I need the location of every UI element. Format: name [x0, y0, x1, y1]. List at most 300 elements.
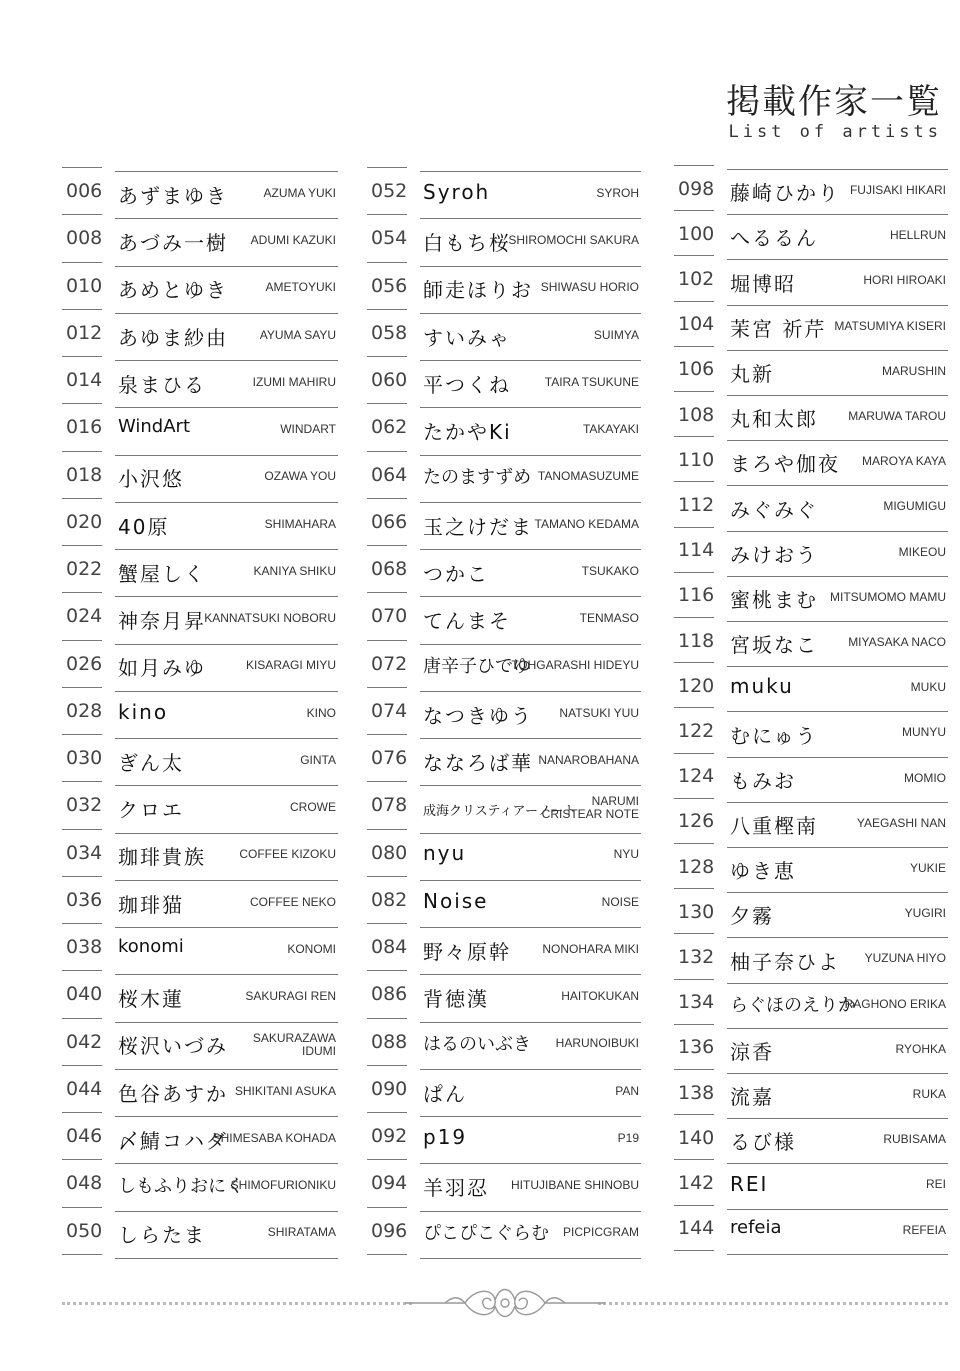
list-item — [367, 451, 641, 498]
artist-romaji: SHIMOFURIONIKU — [230, 1178, 336, 1193]
page-number: 096 — [371, 1219, 408, 1242]
list-item — [62, 1159, 338, 1206]
divider — [62, 309, 102, 310]
artist-name: 泉まひる — [118, 372, 206, 397]
page-number: 036 — [66, 888, 103, 911]
page-number: 122 — [678, 720, 715, 743]
divider — [367, 1018, 407, 1019]
divider — [727, 1073, 948, 1074]
list-item — [674, 707, 948, 752]
list-item — [62, 498, 338, 545]
list-item — [367, 498, 641, 545]
divider — [674, 436, 714, 437]
page-number: 128 — [678, 855, 715, 878]
artist-romaji: ADUMI KAZUKI — [250, 233, 336, 248]
artist-romaji: RUKA — [912, 1086, 946, 1101]
divider — [727, 1254, 948, 1255]
divider — [62, 829, 102, 830]
list-item — [674, 979, 948, 1024]
page-number: 072 — [371, 652, 408, 675]
artist-name: 堀博昭 — [730, 271, 796, 296]
divider — [420, 738, 641, 739]
artist-name: クロエ — [118, 798, 184, 822]
page-number: 024 — [66, 605, 103, 628]
artist-name: REI — [730, 1171, 769, 1196]
artist-romaji: PAN — [615, 1083, 639, 1098]
divider — [674, 255, 714, 256]
page-header — [726, 80, 942, 142]
artist-romaji: YUZUNA HIYO — [864, 951, 946, 966]
artist-name: 〆鯖コハダ — [118, 1128, 228, 1153]
divider — [62, 167, 102, 168]
artist-romaji: FUJISAKI HIKARI — [849, 182, 946, 197]
divider — [115, 455, 338, 456]
list-item — [62, 1018, 338, 1065]
divider — [62, 356, 102, 357]
list-item — [674, 843, 948, 888]
divider — [727, 1163, 948, 1164]
dotted-divider-right — [598, 1302, 948, 1305]
page-subtitle: List of artists — [728, 122, 942, 142]
artist-name: 八重樫南 — [730, 814, 818, 838]
artist-romaji: PICPICGRAM — [562, 1225, 639, 1240]
page-number: 064 — [371, 463, 408, 486]
list-item — [674, 527, 948, 572]
artist-name: 涼香 — [730, 1040, 774, 1064]
artist-romaji: TAMANO KEDAMA — [534, 516, 639, 531]
divider — [367, 970, 407, 971]
divider — [115, 360, 338, 361]
artist-romaji: YUKIE — [909, 860, 946, 875]
divider — [674, 572, 714, 573]
artist-romaji: SHIROMOCHI SAKURA — [508, 233, 639, 248]
divider — [420, 502, 641, 503]
artist-name: 茉宮 祈芹 — [730, 316, 827, 341]
list-item — [367, 1112, 641, 1159]
list-item — [674, 301, 948, 346]
page-number: 134 — [678, 991, 715, 1014]
artist-romaji: SHIWASU HORIO — [540, 280, 639, 295]
divider — [62, 970, 102, 971]
page-number: 016 — [66, 416, 103, 439]
divider — [62, 734, 102, 735]
divider — [62, 262, 102, 263]
divider — [674, 1024, 714, 1025]
artist-romaji: MARUWA TAROU — [848, 408, 946, 423]
divider — [367, 923, 407, 924]
artist-name: 平つくね — [423, 372, 511, 397]
artist-name: みけおう — [730, 542, 818, 567]
list-item — [674, 436, 948, 481]
list-item — [674, 255, 948, 300]
artist-romaji: MUNYU — [902, 725, 946, 740]
artist-name: 如月みゆ — [118, 656, 206, 681]
divider — [115, 1258, 338, 1259]
page-number: 094 — [371, 1172, 408, 1195]
list-item — [62, 356, 338, 403]
page-number: 028 — [66, 699, 103, 722]
divider — [674, 1069, 714, 1070]
list-item — [367, 1159, 641, 1206]
list-item — [367, 262, 641, 309]
artist-name: まろや伽夜 — [730, 452, 840, 477]
divider — [62, 1065, 102, 1066]
divider — [115, 1022, 338, 1023]
divider — [727, 576, 948, 577]
artist-name: nyu — [423, 841, 467, 866]
divider — [115, 833, 338, 834]
artist-romaji: MOMIO — [904, 770, 946, 785]
artist-name: ぎん太 — [118, 750, 184, 775]
page-number: 144 — [678, 1217, 715, 1240]
divider — [62, 1207, 102, 1208]
artist-name: すいみゃ — [423, 325, 511, 350]
artist-name: 藤崎ひかり — [730, 181, 840, 206]
list-item — [367, 687, 641, 734]
artist-name: 色谷あすか — [118, 1081, 228, 1106]
artist-name: あづみ一樹 — [118, 231, 228, 255]
divider — [115, 644, 338, 645]
divider — [420, 455, 641, 456]
divider — [727, 485, 948, 486]
divider — [62, 1018, 102, 1019]
artist-name: 丸新 — [730, 362, 774, 386]
artist-name: へるるん — [730, 226, 818, 251]
divider — [115, 785, 338, 786]
page-number: 132 — [678, 946, 715, 969]
divider — [420, 927, 641, 928]
artist-romaji: KANNATSUKI NOBORU — [204, 611, 336, 626]
divider — [674, 1159, 714, 1160]
divider — [420, 1022, 641, 1023]
divider — [674, 843, 714, 844]
page-number: 102 — [678, 268, 715, 291]
list-item — [62, 640, 338, 687]
divider — [674, 707, 714, 708]
artist-name: refeia — [730, 1216, 782, 1238]
list-item — [674, 210, 948, 255]
artist-name: 小沢悠 — [118, 467, 184, 492]
list-item — [674, 662, 948, 707]
list-item — [367, 970, 641, 1017]
artist-romaji: SAKURAZAWA IDUMI — [252, 1030, 336, 1058]
list-item — [367, 923, 641, 970]
page-number: 092 — [371, 1125, 408, 1148]
artist-name: 珈琲猫 — [118, 892, 184, 917]
divider — [367, 1159, 407, 1160]
divider — [115, 927, 338, 928]
list-item — [62, 876, 338, 923]
divider — [674, 798, 714, 799]
artist-romaji: RYOHKA — [895, 1041, 946, 1056]
page-number: 062 — [371, 416, 408, 439]
artist-name: らぐほのえりか — [730, 994, 856, 1016]
list-item — [674, 572, 948, 617]
list-item — [62, 687, 338, 734]
artist-romaji: HARUNOIBUKI — [555, 1036, 639, 1051]
artist-name: たかやKi — [423, 420, 512, 444]
artist-romaji: TANOMASUZUME — [537, 469, 639, 484]
divider — [727, 937, 948, 938]
divider — [115, 171, 338, 172]
list-item — [674, 1159, 948, 1204]
list-item — [62, 592, 338, 639]
page-number: 056 — [371, 274, 408, 297]
divider — [420, 833, 641, 834]
list-item — [62, 214, 338, 261]
list-item — [62, 545, 338, 592]
page-number: 058 — [371, 321, 408, 344]
divider — [367, 262, 407, 263]
divider — [420, 218, 641, 219]
artist-romaji: RUBISAMA — [883, 1132, 946, 1147]
artist-name: 師走ほりお — [423, 278, 533, 303]
artist-romaji: SYROH — [596, 185, 639, 200]
divider — [420, 171, 641, 172]
divider — [727, 1209, 948, 1210]
artist-name: みぐみぐ — [730, 497, 818, 522]
page-number: 070 — [371, 605, 408, 628]
artist-romaji: AZUMA YUKI — [263, 185, 336, 200]
list-item — [674, 1024, 948, 1069]
divider — [367, 403, 407, 404]
artist-romaji: YUGIRI — [904, 906, 946, 921]
artist-romaji: SUIMYA — [593, 327, 639, 342]
artist-romaji: TOHGARASHI HIDEYU — [511, 658, 639, 673]
divider — [367, 829, 407, 830]
artist-name: ぴこぴこぐらむ — [423, 1223, 549, 1245]
artist-romaji: TAIRA TSUKUNE — [544, 374, 639, 389]
page-number: 124 — [678, 765, 715, 788]
divider — [115, 596, 338, 597]
divider — [367, 545, 407, 546]
divider — [367, 498, 407, 499]
divider — [62, 451, 102, 452]
artist-romaji: NYU — [613, 847, 639, 862]
list-item — [367, 167, 641, 214]
page-number: 014 — [66, 369, 103, 392]
artist-romaji: HELLRUN — [889, 228, 946, 243]
artist-name: しもふりおにく — [118, 1176, 244, 1197]
divider — [674, 301, 714, 302]
divider — [674, 481, 714, 482]
artist-romaji: SHIMESABA KOHADA — [212, 1130, 336, 1145]
page-number: 112 — [678, 494, 715, 517]
list-item — [62, 923, 338, 970]
divider — [62, 1159, 102, 1160]
list-item — [367, 214, 641, 261]
divider — [420, 1258, 641, 1259]
page-number: 054 — [371, 227, 408, 250]
divider — [420, 1163, 641, 1164]
artist-name: 成海クリスティアーノート — [423, 804, 577, 820]
divider — [62, 214, 102, 215]
artist-romaji: AYUMA SAYU — [259, 327, 336, 342]
artist-romaji: SHIKITANI ASUKA — [234, 1083, 336, 1098]
artist-name: 丸和太郎 — [730, 407, 818, 432]
divider — [674, 617, 714, 618]
list-item — [367, 1018, 641, 1065]
divider — [115, 407, 338, 408]
artist-romaji: MIKEOU — [898, 544, 946, 559]
list-item — [674, 753, 948, 798]
divider — [727, 892, 948, 893]
artist-romaji: IZUMI MAHIRU — [252, 374, 336, 389]
list-item — [367, 592, 641, 639]
artist-romaji: MITSUMOMO MAMU — [830, 589, 946, 604]
artist-romaji: HORI HIROAKI — [863, 273, 946, 288]
list-item — [674, 1114, 948, 1159]
page-number: 090 — [371, 1077, 408, 1100]
divider — [727, 757, 948, 758]
artist-name: つかこ — [423, 561, 489, 586]
artist-name: なつきゆう — [423, 703, 533, 728]
divider — [367, 451, 407, 452]
divider — [367, 356, 407, 357]
artist-name: 羊羽忍 — [423, 1176, 489, 1200]
artist-romaji: COFFEE NEKO — [249, 894, 336, 909]
artist-name: ぱん — [423, 1081, 467, 1106]
divider — [674, 165, 714, 166]
page-number: 136 — [678, 1036, 715, 1059]
divider — [115, 502, 338, 503]
list-item — [62, 1065, 338, 1112]
page-number: 044 — [66, 1077, 103, 1100]
divider — [420, 644, 641, 645]
artist-name: はるのいぶき — [423, 1034, 531, 1056]
divider — [367, 214, 407, 215]
page-number: 046 — [66, 1125, 103, 1148]
page-number: 084 — [371, 936, 408, 959]
divider — [367, 1065, 407, 1066]
divider — [420, 266, 641, 267]
page-number: 140 — [678, 1126, 715, 1149]
flourish-ornament-icon — [405, 1278, 605, 1328]
list-item — [367, 640, 641, 687]
page-number: 106 — [678, 358, 715, 381]
divider — [367, 876, 407, 877]
artist-name: 桜沢いづみ — [118, 1034, 228, 1059]
page-number: 008 — [66, 227, 103, 250]
page-number: 082 — [371, 888, 408, 911]
divider — [62, 640, 102, 641]
page-number: 042 — [66, 1030, 103, 1053]
divider — [420, 1069, 641, 1070]
page-number: 110 — [678, 448, 715, 471]
page-number: 040 — [66, 983, 103, 1006]
divider — [115, 218, 338, 219]
page-number: 074 — [371, 699, 408, 722]
artist-romaji: RAGHONO ERIKA — [844, 996, 946, 1011]
divider — [674, 391, 714, 392]
divider — [727, 395, 948, 396]
list-item — [62, 829, 338, 876]
divider — [674, 662, 714, 663]
artist-romaji: SAKURAGI REN — [245, 989, 336, 1004]
artist-romaji: CROWE — [290, 800, 336, 815]
divider — [115, 266, 338, 267]
divider — [727, 621, 948, 622]
divider — [62, 545, 102, 546]
divider — [420, 549, 641, 550]
artist-romaji: WINDART — [280, 422, 336, 437]
list-item — [62, 1112, 338, 1159]
list-item — [62, 970, 338, 1017]
list-item — [367, 356, 641, 403]
artist-romaji: NARUMI CRISTEAR NOTE — [541, 794, 639, 822]
artist-romaji: KONOMI — [287, 941, 336, 956]
artist-name: 流嘉 — [730, 1085, 774, 1110]
artist-name: ななろば華 — [423, 750, 533, 775]
artist-name: 桜木蓮 — [118, 987, 184, 1011]
divider — [420, 691, 641, 692]
artist-name: 神奈月昇 — [118, 609, 206, 633]
divider — [674, 888, 714, 889]
page-number: 030 — [66, 747, 103, 770]
divider — [62, 498, 102, 499]
page-number: 018 — [66, 463, 103, 486]
list-item — [367, 1065, 641, 1112]
page-number: 120 — [678, 674, 715, 697]
divider — [420, 974, 641, 975]
divider — [727, 259, 948, 260]
divider — [727, 802, 948, 803]
page-number: 012 — [66, 321, 103, 344]
divider — [674, 1205, 714, 1206]
page-number: 038 — [66, 936, 103, 959]
page-number: 060 — [371, 369, 408, 392]
page-number: 088 — [371, 1030, 408, 1053]
divider — [420, 785, 641, 786]
divider — [115, 313, 338, 314]
list-item — [62, 262, 338, 309]
page-number: 086 — [371, 983, 408, 1006]
footer-ornament — [62, 1278, 948, 1328]
divider — [674, 979, 714, 980]
list-item — [62, 167, 338, 214]
artist-romaji: KISARAGI MIYU — [245, 658, 336, 673]
artist-name: たのますずめ — [423, 467, 532, 489]
artist-romaji: MIYASAKA NACO — [848, 634, 946, 649]
artist-romaji: KANIYA SHIKU — [253, 563, 336, 578]
page-number: 108 — [678, 403, 715, 426]
list-item — [367, 734, 641, 781]
divider — [420, 407, 641, 408]
artist-romaji: HAITOKUKAN — [561, 989, 639, 1004]
list-item — [674, 1205, 948, 1250]
list-item — [674, 1069, 948, 1114]
divider — [62, 592, 102, 593]
divider — [420, 880, 641, 881]
page-number: 034 — [66, 841, 103, 864]
divider — [115, 1211, 338, 1212]
artist-name: konomi — [118, 935, 184, 957]
artist-name: もみお — [730, 768, 796, 793]
divider — [727, 214, 948, 215]
divider — [727, 1028, 948, 1029]
divider — [367, 687, 407, 688]
page-number: 010 — [66, 274, 103, 297]
page-number: 022 — [66, 558, 103, 581]
divider — [420, 1211, 641, 1212]
divider — [674, 933, 714, 934]
page-number: 068 — [371, 558, 408, 581]
artist-name: Syroh — [423, 179, 491, 204]
page-number: 142 — [678, 1172, 715, 1195]
artist-name: 白もち桜 — [423, 231, 511, 255]
list-item — [367, 403, 641, 450]
artist-name: 背徳漢 — [423, 987, 489, 1011]
